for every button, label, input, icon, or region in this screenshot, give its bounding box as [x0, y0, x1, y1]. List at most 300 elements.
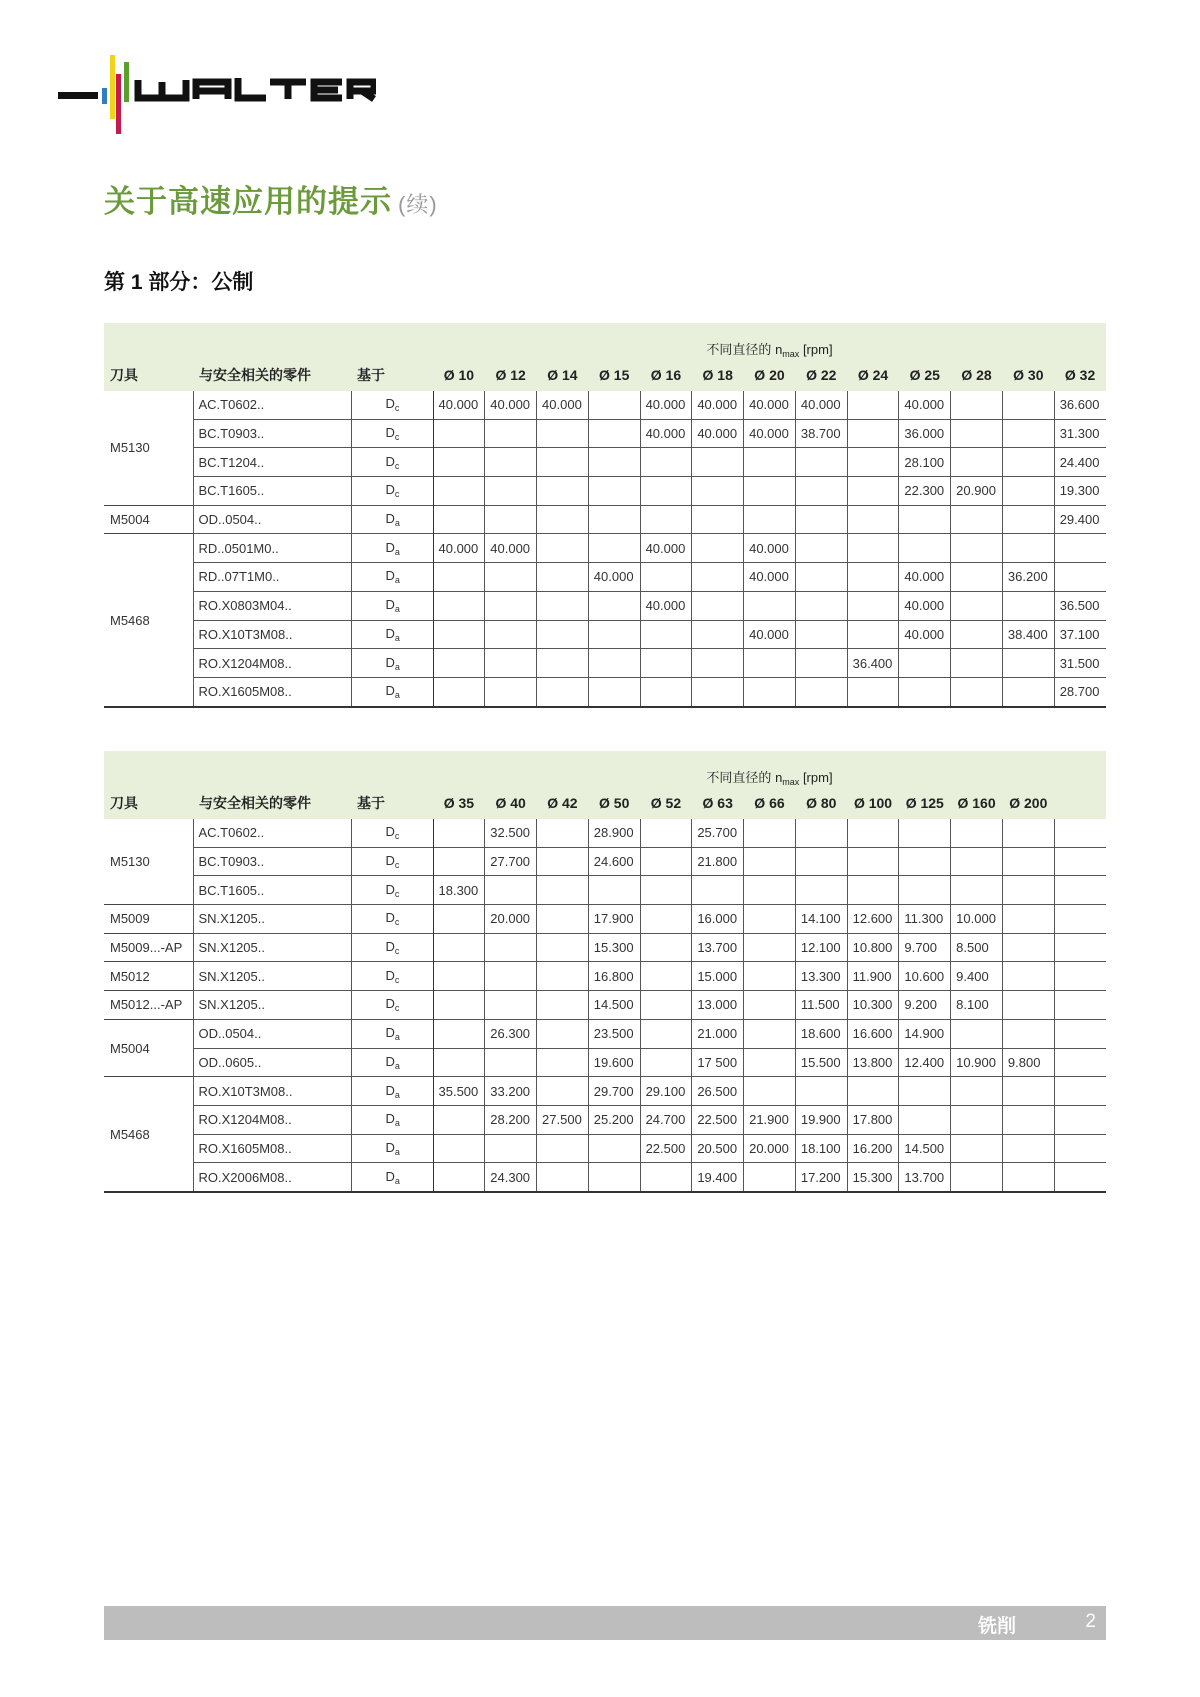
part-cell: SN.X1205..	[193, 991, 351, 1020]
tool-cell: M5009	[104, 905, 193, 934]
basis-symbol: D	[385, 425, 395, 441]
nmax-value-cell: 40.000	[899, 591, 951, 620]
nmax-value-cell	[588, 1163, 640, 1192]
nmax-value-cell	[692, 534, 744, 563]
nmax-value-cell: 13.300	[795, 962, 847, 991]
nmax-value-cell	[795, 1077, 847, 1106]
nmax-value-cell	[640, 991, 692, 1020]
nmax-value-cell	[485, 563, 537, 592]
nmax-value-cell	[744, 477, 796, 506]
nmax-value-cell	[951, 1105, 1003, 1134]
nmax-value-cell: 15.300	[847, 1163, 899, 1192]
nmax-value-cell	[1002, 905, 1054, 934]
nmax-value-cell: 40.000	[640, 419, 692, 448]
nmax-value-cell: 40.000	[640, 391, 692, 419]
nmax-value-cell	[795, 534, 847, 563]
col-header-diameter: Ø 200	[1002, 787, 1054, 819]
nmax-value-cell: 36.600	[1054, 391, 1106, 419]
basis-symbol: D	[385, 625, 395, 641]
basis-cell	[351, 819, 433, 847]
nmax-value-cell	[537, 962, 589, 991]
basis-symbol: D	[385, 910, 395, 926]
nmax-value-cell	[640, 1048, 692, 1077]
basis-subscript: a	[394, 546, 400, 557]
nmax-value-cell	[847, 448, 899, 477]
nmax-value-cell	[744, 1163, 796, 1192]
nmax-value-cell	[847, 677, 899, 706]
basis-subscript: c	[394, 974, 400, 985]
part-cell: RO.X1605M08..	[193, 677, 351, 706]
table-row	[104, 448, 1106, 477]
part-cell: SN.X1205..	[193, 962, 351, 991]
nmax-value-cell	[692, 620, 744, 649]
col-header-diameter: Ø 66	[744, 787, 796, 819]
part-cell: RD..0501M0..	[193, 534, 351, 563]
nmax-value-cell: 36.500	[1054, 591, 1106, 620]
basis-cell	[351, 962, 433, 991]
nmax-value-cell: 21.900	[744, 1105, 796, 1134]
nmax-value-cell	[744, 819, 796, 847]
nmax-value-cell	[1002, 819, 1054, 847]
nmax-value-cell	[951, 448, 1003, 477]
nmax-value-cell: 24.400	[1054, 448, 1106, 477]
part-cell: RD..07T1M0..	[193, 563, 351, 592]
nmax-value-cell: 9.800	[1002, 1048, 1054, 1077]
nmax-value-cell	[537, 419, 589, 448]
table-row	[104, 819, 1106, 847]
nmax-value-cell: 18.100	[795, 1134, 847, 1163]
nmax-value-cell: 8.500	[951, 933, 1003, 962]
nmax-value-cell	[433, 962, 485, 991]
nmax-value-cell	[744, 991, 796, 1020]
page-number: 2	[1085, 1611, 1096, 1632]
nmax-unit: [rpm]	[802, 342, 833, 357]
nmax-value-cell	[744, 1048, 796, 1077]
nmax-value-cell	[537, 847, 589, 876]
col-header-diameter: Ø 40	[485, 787, 537, 819]
nmax-value-cell	[640, 1019, 692, 1048]
basis-cell	[351, 1163, 433, 1192]
nmax-value-cell	[485, 448, 537, 477]
part-cell: RO.X0803M04..	[193, 591, 351, 620]
basis-symbol: D	[385, 824, 395, 840]
basis-subscript: c	[394, 489, 400, 500]
nmax-header	[433, 323, 1106, 359]
nmax-value-cell	[588, 534, 640, 563]
nmax-value-cell	[1002, 649, 1054, 678]
nmax-value-cell	[1054, 962, 1106, 991]
part-cell: RO.X1204M08..	[193, 649, 351, 678]
nmax-value-cell: 40.000	[485, 391, 537, 419]
basis-cell	[351, 677, 433, 706]
nmax-header	[433, 751, 1106, 787]
section-heading: 第 1 部分：公制	[104, 271, 254, 294]
nmax-value-cell: 28.900	[588, 819, 640, 847]
nmax-value-cell	[588, 620, 640, 649]
nmax-value-cell	[899, 847, 951, 876]
nmax-subscript: max	[782, 349, 800, 359]
table-row	[104, 1019, 1106, 1048]
nmax-value-cell	[588, 448, 640, 477]
nmax-value-cell: 10.000	[951, 905, 1003, 934]
nmax-value-cell: 12.100	[795, 933, 847, 962]
nmax-value-cell	[795, 563, 847, 592]
nmax-value-cell	[537, 591, 589, 620]
nmax-value-cell	[1002, 677, 1054, 706]
title-text: 关于高速应用的提示	[104, 184, 392, 219]
part-cell: BC.T1605..	[193, 876, 351, 905]
nmax-value-cell: 15.500	[795, 1048, 847, 1077]
nmax-value-cell	[692, 649, 744, 678]
basis-symbol: D	[385, 1025, 395, 1041]
tool-cell: M5009...-AP	[104, 933, 193, 962]
nmax-value-cell: 28.100	[899, 448, 951, 477]
basis-cell	[351, 391, 433, 419]
nmax-value-cell: 20.500	[692, 1134, 744, 1163]
nmax-value-cell: 40.000	[899, 391, 951, 419]
basis-symbol: D	[385, 1082, 395, 1098]
nmax-value-cell	[537, 991, 589, 1020]
part-cell: OD..0504..	[193, 1019, 351, 1048]
nmax-value-cell	[1002, 962, 1054, 991]
nmax-value-cell	[951, 1019, 1003, 1048]
basis-subscript: a	[394, 690, 400, 701]
nmax-value-cell: 17.800	[847, 1105, 899, 1134]
nmax-value-cell	[433, 477, 485, 506]
table-row	[104, 1077, 1106, 1106]
nmax-value-cell	[433, 505, 485, 534]
basis-subscript: c	[394, 946, 400, 957]
nmax-label: 不同直径的	[706, 770, 772, 785]
nmax-value-cell: 37.100	[1054, 620, 1106, 649]
nmax-value-cell	[537, 1019, 589, 1048]
nmax-value-cell	[951, 419, 1003, 448]
basis-cell	[351, 477, 433, 506]
basis-subscript: c	[394, 1003, 400, 1014]
nmax-value-cell: 36.400	[847, 649, 899, 678]
nmax-value-cell: 18.600	[795, 1019, 847, 1048]
nmax-value-cell	[485, 620, 537, 649]
basis-cell	[351, 876, 433, 905]
nmax-value-cell	[1002, 1163, 1054, 1192]
nmax-value-cell	[537, 505, 589, 534]
page-title	[104, 176, 438, 221]
nmax-subscript: max	[782, 777, 800, 787]
nmax-value-cell	[433, 1019, 485, 1048]
nmax-value-cell: 19.300	[1054, 477, 1106, 506]
nmax-value-cell	[485, 1048, 537, 1077]
nmax-value-cell	[537, 620, 589, 649]
nmax-value-cell	[1054, 819, 1106, 847]
basis-subscript: c	[394, 888, 400, 899]
basis-cell	[351, 1019, 433, 1048]
nmax-value-cell	[1002, 391, 1054, 419]
nmax-value-cell: 40.000	[433, 391, 485, 419]
part-cell: OD..0504..	[193, 505, 351, 534]
basis-subscript: a	[394, 575, 400, 586]
nmax-value-cell: 31.500	[1054, 649, 1106, 678]
nmax-value-cell: 14.100	[795, 905, 847, 934]
nmax-value-cell	[744, 847, 796, 876]
table-row	[104, 962, 1106, 991]
nmax-value-cell: 40.000	[640, 591, 692, 620]
nmax-value-cell: 24.300	[485, 1163, 537, 1192]
nmax-value-cell: 40.000	[433, 534, 485, 563]
nmax-value-cell: 25.200	[588, 1105, 640, 1134]
part-cell: SN.X1205..	[193, 933, 351, 962]
nmax-value-cell: 15.000	[692, 962, 744, 991]
nmax-value-cell	[433, 905, 485, 934]
nmax-value-cell	[1054, 847, 1106, 876]
nmax-value-cell	[951, 620, 1003, 649]
nmax-value-cell	[537, 649, 589, 678]
basis-subscript: a	[394, 1146, 400, 1157]
nmax-value-cell	[744, 448, 796, 477]
basis-subscript: a	[394, 604, 400, 615]
nmax-value-cell: 20.900	[951, 477, 1003, 506]
basis-cell	[351, 419, 433, 448]
nmax-value-cell: 11.500	[795, 991, 847, 1020]
nmax-value-cell	[537, 819, 589, 847]
col-header-diameter: Ø 20	[744, 359, 796, 391]
tool-cell: M5468	[104, 534, 193, 707]
col-header-diameter: Ø 15	[588, 359, 640, 391]
nmax-value-cell	[1054, 933, 1106, 962]
table-row	[104, 591, 1106, 620]
basis-symbol: D	[385, 1111, 395, 1127]
nmax-value-cell	[951, 534, 1003, 563]
nmax-value-cell	[433, 1134, 485, 1163]
nmax-value-cell	[847, 847, 899, 876]
nmax-value-cell	[1002, 991, 1054, 1020]
nmax-value-cell: 26.500	[692, 1077, 744, 1106]
nmax-value-cell: 9.400	[951, 962, 1003, 991]
nmax-value-cell	[1054, 1163, 1106, 1192]
col-header-diameter: Ø 14	[537, 359, 589, 391]
basis-subscript: a	[394, 661, 400, 672]
nmax-value-cell	[537, 1134, 589, 1163]
part-cell: RO.X2006M08..	[193, 1163, 351, 1192]
nmax-value-cell	[744, 905, 796, 934]
nmax-value-cell	[433, 649, 485, 678]
basis-cell	[351, 1105, 433, 1134]
nmax-value-cell	[1002, 876, 1054, 905]
col-header-diameter: Ø 22	[795, 359, 847, 391]
nmax-value-cell	[537, 534, 589, 563]
nmax-value-cell	[640, 448, 692, 477]
col-header-diameter: Ø 30	[1002, 359, 1054, 391]
col-header-diameter: Ø 42	[537, 787, 589, 819]
nmax-value-cell: 36.200	[1002, 563, 1054, 592]
basis-subscript: a	[394, 632, 400, 643]
basis-subscript: a	[394, 518, 400, 529]
footer-section: 铣削	[977, 1616, 1016, 1637]
col-header-diameter: Ø 63	[692, 787, 744, 819]
nmax-value-cell: 40.000	[692, 391, 744, 419]
nmax-value-cell: 40.000	[795, 391, 847, 419]
table-row	[104, 1134, 1106, 1163]
col-header-diameter: Ø 160	[951, 787, 1003, 819]
header-spacer	[104, 323, 433, 359]
nmax-value-cell	[640, 847, 692, 876]
nmax-value-cell	[744, 962, 796, 991]
nmax-value-cell	[1002, 1019, 1054, 1048]
nmax-value-cell	[1054, 1019, 1106, 1048]
nmax-table-1	[104, 323, 1106, 708]
nmax-value-cell	[744, 677, 796, 706]
nmax-value-cell: 22.500	[640, 1134, 692, 1163]
nmax-value-cell	[847, 477, 899, 506]
header-spacer	[104, 751, 433, 787]
col-header-diameter: Ø 35	[433, 787, 485, 819]
nmax-value-cell: 28.200	[485, 1105, 537, 1134]
nmax-value-cell: 9.200	[899, 991, 951, 1020]
tool-cell: M5130	[110, 440, 150, 456]
col-header-diameter: Ø 50	[588, 787, 640, 819]
table-row	[104, 1105, 1106, 1134]
nmax-value-cell	[537, 876, 589, 905]
nmax-value-cell	[1054, 1077, 1106, 1106]
nmax-value-cell	[744, 591, 796, 620]
col-header-diameter: Ø 100	[847, 787, 899, 819]
nmax-value-cell	[1054, 534, 1106, 563]
col-header-diameter: Ø 10	[433, 359, 485, 391]
col-header-diameter: Ø 28	[951, 359, 1003, 391]
nmax-value-cell: 40.000	[640, 534, 692, 563]
nmax-value-cell	[433, 1105, 485, 1134]
nmax-value-cell: 33.200	[485, 1077, 537, 1106]
nmax-value-cell: 10.300	[847, 991, 899, 1020]
nmax-value-cell	[847, 563, 899, 592]
nmax-value-cell: 10.900	[951, 1048, 1003, 1077]
nmax-value-cell	[537, 477, 589, 506]
col-header-diameter	[1054, 787, 1106, 819]
nmax-value-cell: 36.000	[899, 419, 951, 448]
nmax-value-cell	[1054, 991, 1106, 1020]
part-cell: SN.X1205..	[193, 905, 351, 934]
nmax-value-cell: 22.500	[692, 1105, 744, 1134]
nmax-value-cell: 21.800	[692, 847, 744, 876]
nmax-value-cell	[951, 505, 1003, 534]
basis-cell	[351, 1134, 433, 1163]
basis-cell	[351, 448, 433, 477]
nmax-value-cell	[692, 876, 744, 905]
nmax-value-cell	[433, 448, 485, 477]
nmax-value-cell: 22.300	[899, 477, 951, 506]
nmax-value-cell	[588, 876, 640, 905]
basis-cell	[351, 933, 433, 962]
col-header-diameter: Ø 32	[1054, 359, 1106, 391]
part-cell: AC.T0602..	[193, 391, 351, 419]
nmax-value-cell: 13.000	[692, 991, 744, 1020]
nmax-value-cell: 18.300	[433, 876, 485, 905]
basis-cell	[351, 847, 433, 876]
nmax-value-cell	[433, 563, 485, 592]
nmax-value-cell	[537, 677, 589, 706]
nmax-value-cell	[692, 448, 744, 477]
nmax-value-cell	[1054, 1048, 1106, 1077]
tool-cell: M5130	[110, 854, 150, 870]
nmax-value-cell	[588, 1134, 640, 1163]
nmax-value-cell: 17.200	[795, 1163, 847, 1192]
col-header-basis: 基于	[351, 787, 433, 819]
nmax-value-cell: 16.200	[847, 1134, 899, 1163]
nmax-value-cell: 25.700	[692, 819, 744, 847]
part-cell: BC.T0903..	[193, 847, 351, 876]
nmax-value-cell	[795, 505, 847, 534]
nmax-value-cell	[951, 591, 1003, 620]
nmax-value-cell	[951, 1134, 1003, 1163]
nmax-value-cell	[744, 1019, 796, 1048]
table-row	[104, 876, 1106, 905]
table-row	[104, 391, 1106, 419]
nmax-value-cell: 40.000	[899, 620, 951, 649]
nmax-value-cell: 9.700	[899, 933, 951, 962]
nmax-value-cell	[433, 847, 485, 876]
nmax-value-cell	[1002, 1105, 1054, 1134]
nmax-value-cell	[1054, 1134, 1106, 1163]
tool-cell: M5468	[104, 1077, 193, 1192]
basis-subscript: a	[394, 1089, 400, 1100]
nmax-value-cell	[951, 819, 1003, 847]
part-cell: AC.T0602..	[193, 819, 351, 847]
nmax-value-cell: 19.400	[692, 1163, 744, 1192]
nmax-value-cell	[537, 448, 589, 477]
nmax-value-cell	[795, 620, 847, 649]
part-cell: BC.T1605..	[193, 477, 351, 506]
table-row	[104, 534, 1106, 563]
nmax-value-cell	[744, 1077, 796, 1106]
nmax-value-cell	[1054, 876, 1106, 905]
basis-subscript: a	[394, 1175, 400, 1186]
tool-cell: M5012	[104, 962, 193, 991]
nmax-value-cell	[485, 1134, 537, 1163]
nmax-value-cell	[951, 1077, 1003, 1106]
nmax-value-cell	[433, 991, 485, 1020]
nmax-value-cell	[899, 649, 951, 678]
nmax-value-cell: 14.900	[899, 1019, 951, 1048]
nmax-value-cell	[537, 563, 589, 592]
basis-cell	[351, 591, 433, 620]
nmax-value-cell	[1002, 477, 1054, 506]
nmax-value-cell	[1054, 905, 1106, 934]
nmax-value-cell	[847, 1077, 899, 1106]
nmax-value-cell	[640, 962, 692, 991]
nmax-value-cell	[795, 876, 847, 905]
nmax-value-cell: 16.000	[692, 905, 744, 934]
nmax-label: 不同直径的	[706, 342, 772, 357]
nmax-value-cell: 10.600	[899, 962, 951, 991]
nmax-value-cell	[588, 677, 640, 706]
nmax-value-cell	[951, 649, 1003, 678]
nmax-value-cell	[433, 933, 485, 962]
nmax-value-cell: 24.600	[588, 847, 640, 876]
footer-bar	[104, 1606, 1106, 1640]
basis-cell	[351, 649, 433, 678]
nmax-value-cell	[847, 620, 899, 649]
nmax-value-cell: 40.000	[744, 563, 796, 592]
nmax-value-cell	[744, 505, 796, 534]
nmax-value-cell: 26.300	[485, 1019, 537, 1048]
nmax-value-cell	[692, 591, 744, 620]
nmax-value-cell: 24.700	[640, 1105, 692, 1134]
nmax-value-cell	[485, 962, 537, 991]
nmax-value-cell: 14.500	[899, 1134, 951, 1163]
table-row	[104, 677, 1106, 706]
nmax-value-cell: 10.800	[847, 933, 899, 962]
basis-symbol: D	[385, 939, 395, 955]
nmax-value-cell: 20.000	[485, 905, 537, 934]
